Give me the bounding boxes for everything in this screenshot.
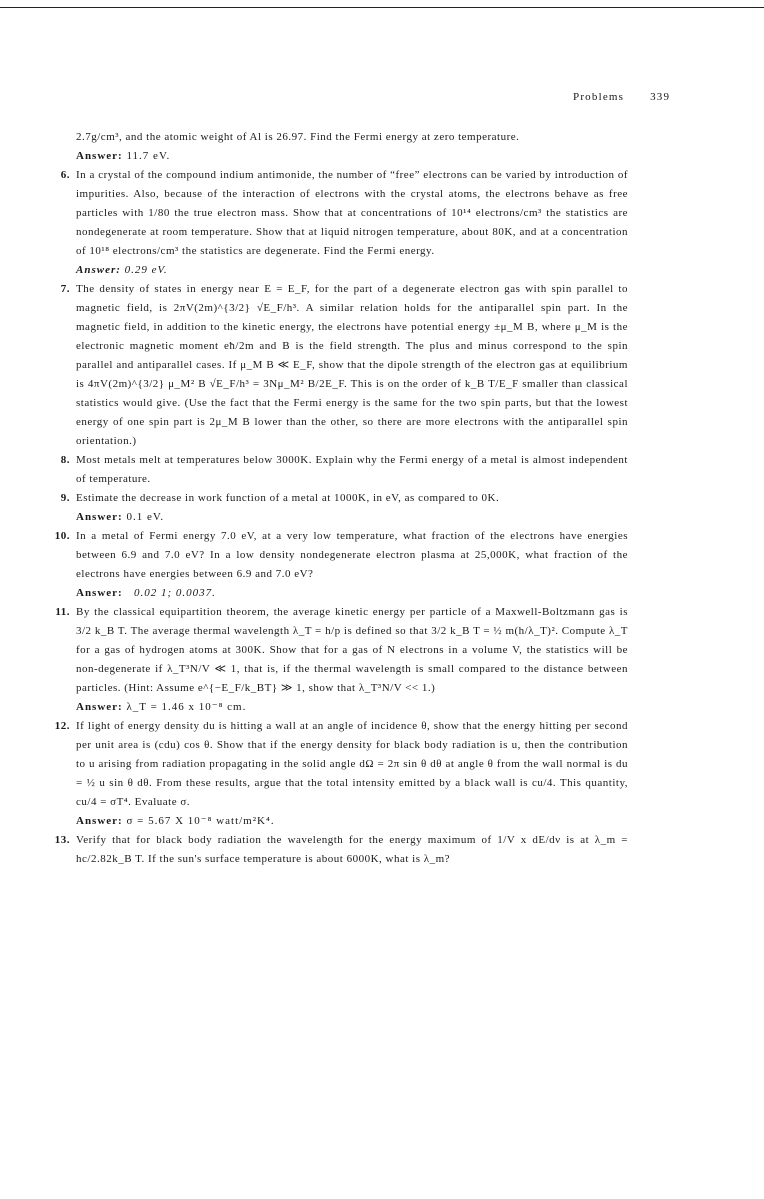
problem-text: 2.7g/cm³, and the atomic weight of Al is 26.97. Find the Fermi energy at zero temperature. — [76, 131, 520, 143]
problem-text: Estimate the decrease in work function of a metal at 1000K, in eV, as compared to 0K. — [76, 492, 500, 504]
problem-text: In a metal of Fermi energy 7.0 eV, at a very low temperature, what fraction of the electrons have energies between 6.9 and 7.0 eV? In a low density nondegenerate electron plasma at 25,000K, what fraction of the electrons have energies between 6.9 and 7.0 eV? — [76, 530, 628, 580]
problem-text: In a crystal of the compound indium antimonide, the number of “free” electrons can be varied by introduction of impurities. Also, because of the interaction of electrons with the crystal atoms, the electrons behave as free particles with 1/80 the true electron mass. Show that at concentrations of 10¹⁴ electrons/cm³ the statistics are nondegenerate at room temperature. Show that at liquid nitrogen temperature, about 80K, and at a concentration of 10¹⁸ electrons/cm³ the statistics are degenerate. Find the Fermi energy. — [76, 169, 628, 257]
problem-12 — [54, 717, 628, 831]
running-header — [573, 91, 670, 103]
problem-5-continued — [76, 128, 628, 166]
problem-text: Most metals melt at temperatures below 3000K. Explain why the Fermi energy of a metal is almost independent of temperature. — [76, 454, 628, 485]
answer — [76, 261, 628, 280]
answer-label: Answer: — [76, 264, 121, 276]
problem-13 — [54, 831, 628, 869]
answer — [76, 698, 628, 717]
answer-value: 11.7 eV. — [126, 150, 171, 162]
problem-number: 9. — [60, 492, 70, 504]
problem-8 — [60, 451, 628, 489]
problem-number: 6. — [60, 169, 70, 181]
problem-text: If light of energy density du is hitting a wall at an angle of incidence θ, show that the energy hitting per second per unit area is (cdu) cos θ. Show that if the energy density for black body radiation is u, then the contribution to u arising from radiation propagating in the solid angle dΩ = 2π sin θ dθ at angle θ from the wall normal is du = ½ u sin θ dθ. From these results, argue that the total intensity emitted by a black wall is cu/4. This quantity, cu/4 = σT⁴. Evaluate σ. — [76, 720, 628, 808]
page-number: 339 — [650, 91, 671, 103]
answer-value: 0.29 eV. — [124, 264, 168, 276]
problem-7 — [60, 280, 628, 451]
problem-11 — [55, 603, 628, 717]
answer — [76, 584, 628, 603]
problem-text: By the classical equipartition theorem, the average kinetic energy per particle of a Maxwell-Boltzmann gas is 3/2 k_B T. The average thermal wavelength λ_T = h/p is defined so that 3/2 k_B T = ½ m(h/λ_T)². Compute λ_T for a gas of hydrogen atoms at 300K. Show that for a gas of N electrons in a volume V, the statistics will be non-degenerate if λ_T³N/V ≪ 1, that is, if the thermal wavelength is small compared to the distance between particles. (Hint: Assume e^{−E_F/k_BT} ≫ 1, show that λ_T³N/V << 1.) — [76, 606, 628, 694]
answer — [76, 812, 628, 831]
problem-6 — [60, 166, 628, 280]
problems-content — [54, 128, 628, 869]
answer-value: λ_T = 1.46 x 10⁻⁸ cm. — [126, 701, 247, 713]
answer-value: 0.1 eV. — [126, 511, 165, 523]
answer-label: Answer: — [76, 701, 123, 713]
problem-number: 7. — [60, 283, 70, 295]
answer-value: σ = 5.67 X 10⁻⁸ watt/m²K⁴. — [126, 815, 275, 827]
answer-label: Answer: — [76, 587, 123, 599]
answer-label: Answer: — [76, 511, 123, 523]
answer — [76, 147, 628, 166]
problem-9 — [60, 489, 628, 527]
answer-label: Answer: — [76, 815, 123, 827]
problem-number: 12. — [54, 720, 70, 732]
answer-label: Answer: — [76, 150, 123, 162]
top-rule — [0, 7, 764, 8]
answer-value: 0.02 1; 0.0037. — [133, 587, 216, 599]
problem-number: 11. — [55, 606, 70, 618]
problem-text: The density of states in energy near E = E_F, for the part of a degenerate electron gas with spin parallel to magnetic field, is 2πV(2m)^{3/2} √E_F/h³. A similar relation holds for the antiparallel spin part. In the magnetic field, in addition to the kinetic energy, the electrons have potential energy ±μ_M B, where μ_M is the electronic magnetic moment eħ/2m and B is the field strength. The plus and minus correspond to the spin parallel and antiparallel cases. If μ_M B ≪ E_F, show that the dipole strength of the electron gas at equilibrium is 4πV(2m)^{3/2} μ_M² B √E_F/h³ = 3Nμ_M² B/2E_F. This is on the order of k_B T/E_F smaller than classical statistics would give. (Use the fact that the Fermi energy is the same for the two spin parts, but that the lowest energy of one spin part is 2μ_M B lower than the other, so there are more electrons with the antiparallel spin orientation.) — [76, 283, 628, 447]
problem-text: Verify that for black body radiation the wavelength for the energy maximum of 1/V x dE/dν is at λ_m = hc/2.82k_B T. If the sun's surface temperature is about 6000K, what is λ_m? — [76, 834, 628, 865]
problem-number: 10. — [54, 530, 70, 542]
answer — [76, 508, 628, 527]
problem-number: 13. — [54, 834, 70, 846]
header-title: Problems — [573, 91, 625, 103]
problem-number: 8. — [60, 454, 70, 466]
problem-10 — [54, 527, 628, 603]
